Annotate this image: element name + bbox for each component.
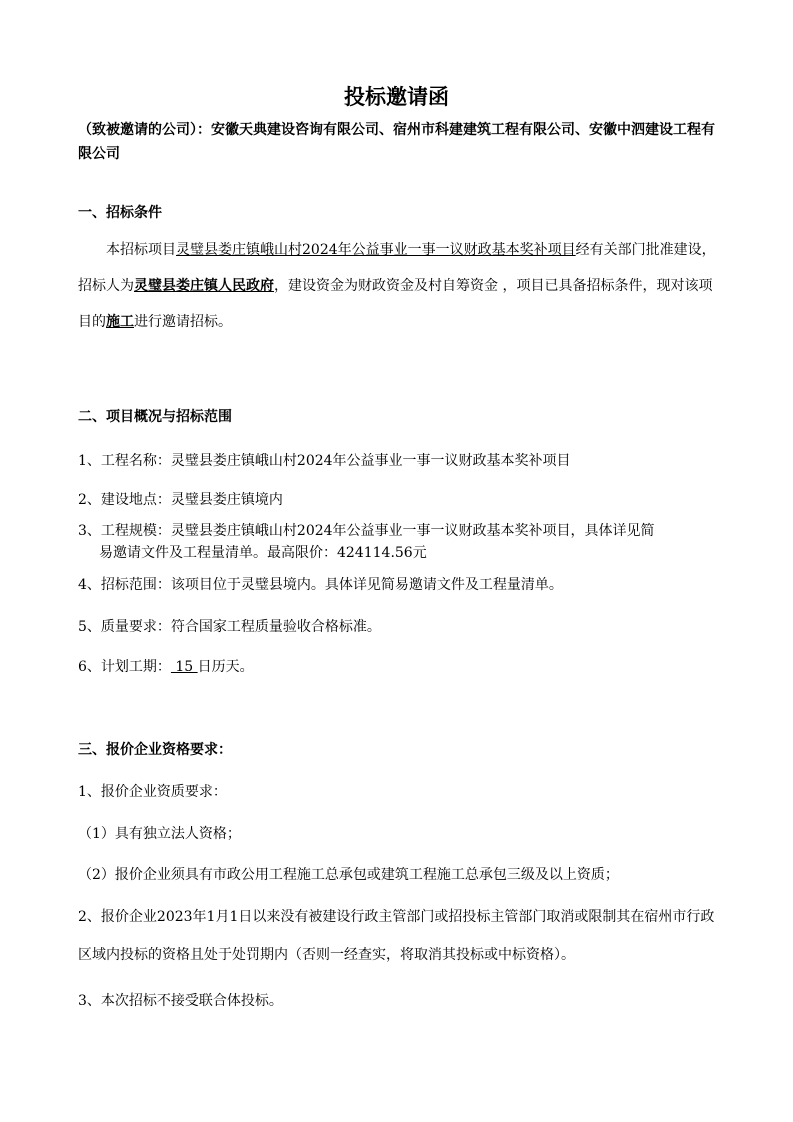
addressee-line: （致被邀请的公司）：安徽天典建设咨询有限公司、宿州市科建建筑工程有限公司、安徽中泗建设工程有限公司 bbox=[78, 122, 715, 162]
scope-word: 施工 bbox=[106, 314, 134, 330]
section3-item3: 3、本次招标不接受联合体投标。 bbox=[78, 993, 283, 1009]
section2-item1: 1、工程名称：灵璧县娄庄镇峨山村2024年公益事业一事一议财政基本奖补项目 bbox=[78, 453, 571, 469]
section1-paragraph bbox=[78, 232, 723, 340]
document-title: 投标邀请函 bbox=[344, 85, 449, 109]
section2-item2: 2、建设地点：灵璧县娄庄镇境内 bbox=[78, 492, 283, 508]
section3-sub2: （2）报价企业须具有市政公用工程施工总承包或建筑工程施工总承包三级及以上资质； bbox=[78, 867, 619, 883]
section3-item2: 2、报价企业2023年1月1日以来没有被建设行政主管部门或招投标主管部门取消或限制其在宿州市行政区域内投标的资格且处于处罚期内（否则一经查实，将取消其投标或中标资格）。 bbox=[78, 909, 715, 963]
section1-mid1: 经有关部门批准建设，招标人为 bbox=[78, 242, 716, 294]
section1-suffix: 进行邀请招标。 bbox=[134, 314, 232, 330]
duration-days: 15 bbox=[170, 659, 198, 675]
section1-heading: 一、招标条件 bbox=[78, 205, 162, 221]
section3-heading: 三、报价企业资格要求： bbox=[78, 742, 232, 758]
section2-item6 bbox=[78, 656, 726, 678]
section2-item3-line2: 易邀请文件及工程量清单。最高限价：424114.56元 bbox=[99, 545, 427, 561]
section2-heading: 二、项目概况与招标范围 bbox=[78, 409, 232, 425]
project-name-underlined: 灵璧县娄庄镇峨山村2024年公益事业一事一议财政基本奖补项目 bbox=[176, 242, 576, 258]
section2-item3 bbox=[78, 520, 726, 564]
section2-item4: 4、招标范围：该项目位于灵璧县境内。具体详见简易邀请文件及工程量清单。 bbox=[78, 577, 563, 593]
section3-item1: 1、报价企业资质要求： bbox=[78, 784, 227, 800]
section2-item6-prefix: 6、计划工期： bbox=[78, 659, 171, 675]
section1-mid2: ，建设资金为财政资金及村自筹资金 ，项目已具备招标条件，现对该项目的 bbox=[78, 278, 713, 330]
section3-sub1: （1）具有独立法人资格； bbox=[78, 826, 241, 842]
section2-item3-line1: 3、工程规模：灵璧县娄庄镇峨山村2024年公益事业一事一议财政基本奖补项目，具体详见简 bbox=[78, 523, 655, 539]
section2-item5: 5、质量要求：符合国家工程质量验收合格标准。 bbox=[78, 619, 381, 635]
section2-item6-suffix: 日历天。 bbox=[197, 659, 254, 675]
tenderer-name: 灵璧县娄庄镇人民政府 bbox=[134, 278, 274, 294]
section1-prefix: 本招标项目 bbox=[106, 242, 176, 258]
